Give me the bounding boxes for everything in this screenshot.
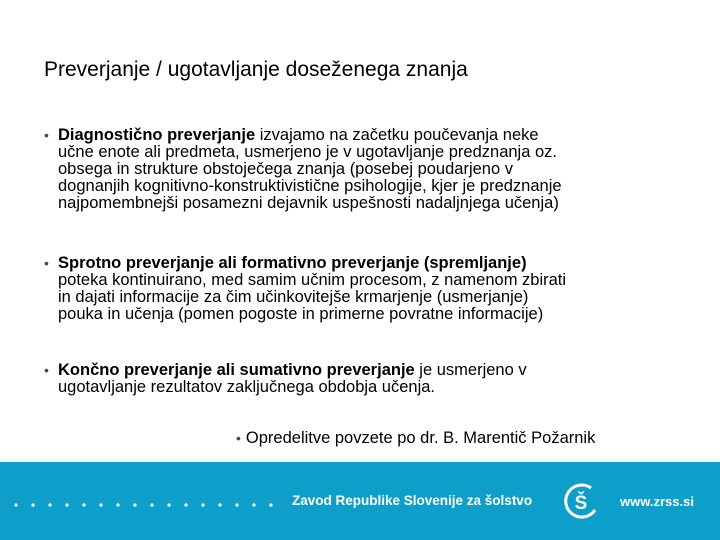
- svg-text:Š: Š: [574, 493, 588, 514]
- bullet-formative: [44, 255, 684, 323]
- bullet-line: poteka kontinuirano, med samim učnim procesom, z namenom zbirati: [58, 271, 567, 289]
- organization-name: Zavod Republike Slovenije za šolstvo: [292, 493, 533, 508]
- bullet-dot-icon: •: [44, 362, 49, 378]
- bullet-lead: Diagnostično preverjanje: [58, 126, 256, 144]
- attribution-text: Opredelitve povzete po dr. B. Marentič Požarnik: [245, 429, 596, 447]
- bullet-diagnostic: [44, 127, 684, 212]
- bullet-dot-icon: •: [44, 255, 49, 271]
- bullet-line: in dajati informacije za čim učinkovitejše krmarjenje (usmerjanje): [58, 288, 529, 306]
- website-link[interactable]: www.zrss.si: [620, 494, 694, 509]
- bullet-line: obsega in strukture obstoječega znanja (posebej poudarjeno v: [58, 160, 513, 178]
- bullet-line: izvajamo na začetku poučevanja neke: [255, 126, 539, 144]
- bullet-text: [58, 362, 684, 396]
- bullet-line: najpomembnejši posamezni dejavnik uspešnosti nadaljnjega učenja): [58, 194, 559, 212]
- bullet-lead: Sprotno preverjanje ali formativno preverjanje (spremljanje): [58, 254, 527, 272]
- dotted-line-decoration: [12, 492, 282, 508]
- bullet-line: učne enote ali predmeta, usmerjeno je v ugotavljanje predznanja oz.: [58, 143, 557, 161]
- zrss-logo-icon: [561, 482, 601, 522]
- bullet-line: je usmerjeno v: [414, 361, 527, 379]
- bullet-dot-icon: •: [44, 127, 49, 143]
- bullet-lead: Končno preverjanje ali sumativno preverjanje: [58, 361, 415, 379]
- slide-title: Preverjanje / ugotavljanje doseženega znanja: [44, 58, 468, 81]
- bullet-dot-icon: •: [236, 430, 241, 446]
- footer-bar: [0, 462, 720, 540]
- bullet-summative: [44, 362, 684, 396]
- bullet-text: [58, 127, 684, 212]
- bullet-line: pouka in učenja (pomen pogoste in primerne povratne informacije): [58, 305, 544, 323]
- bullet-line: dognanjih kognitivno-konstruktivistične psihologije, kjer je predznanje: [58, 177, 562, 195]
- bullet-text: [58, 255, 684, 323]
- attribution-note: [236, 428, 696, 448]
- bullet-line: ugotavljanje rezultatov zaključnega obdobja učenja.: [58, 378, 436, 396]
